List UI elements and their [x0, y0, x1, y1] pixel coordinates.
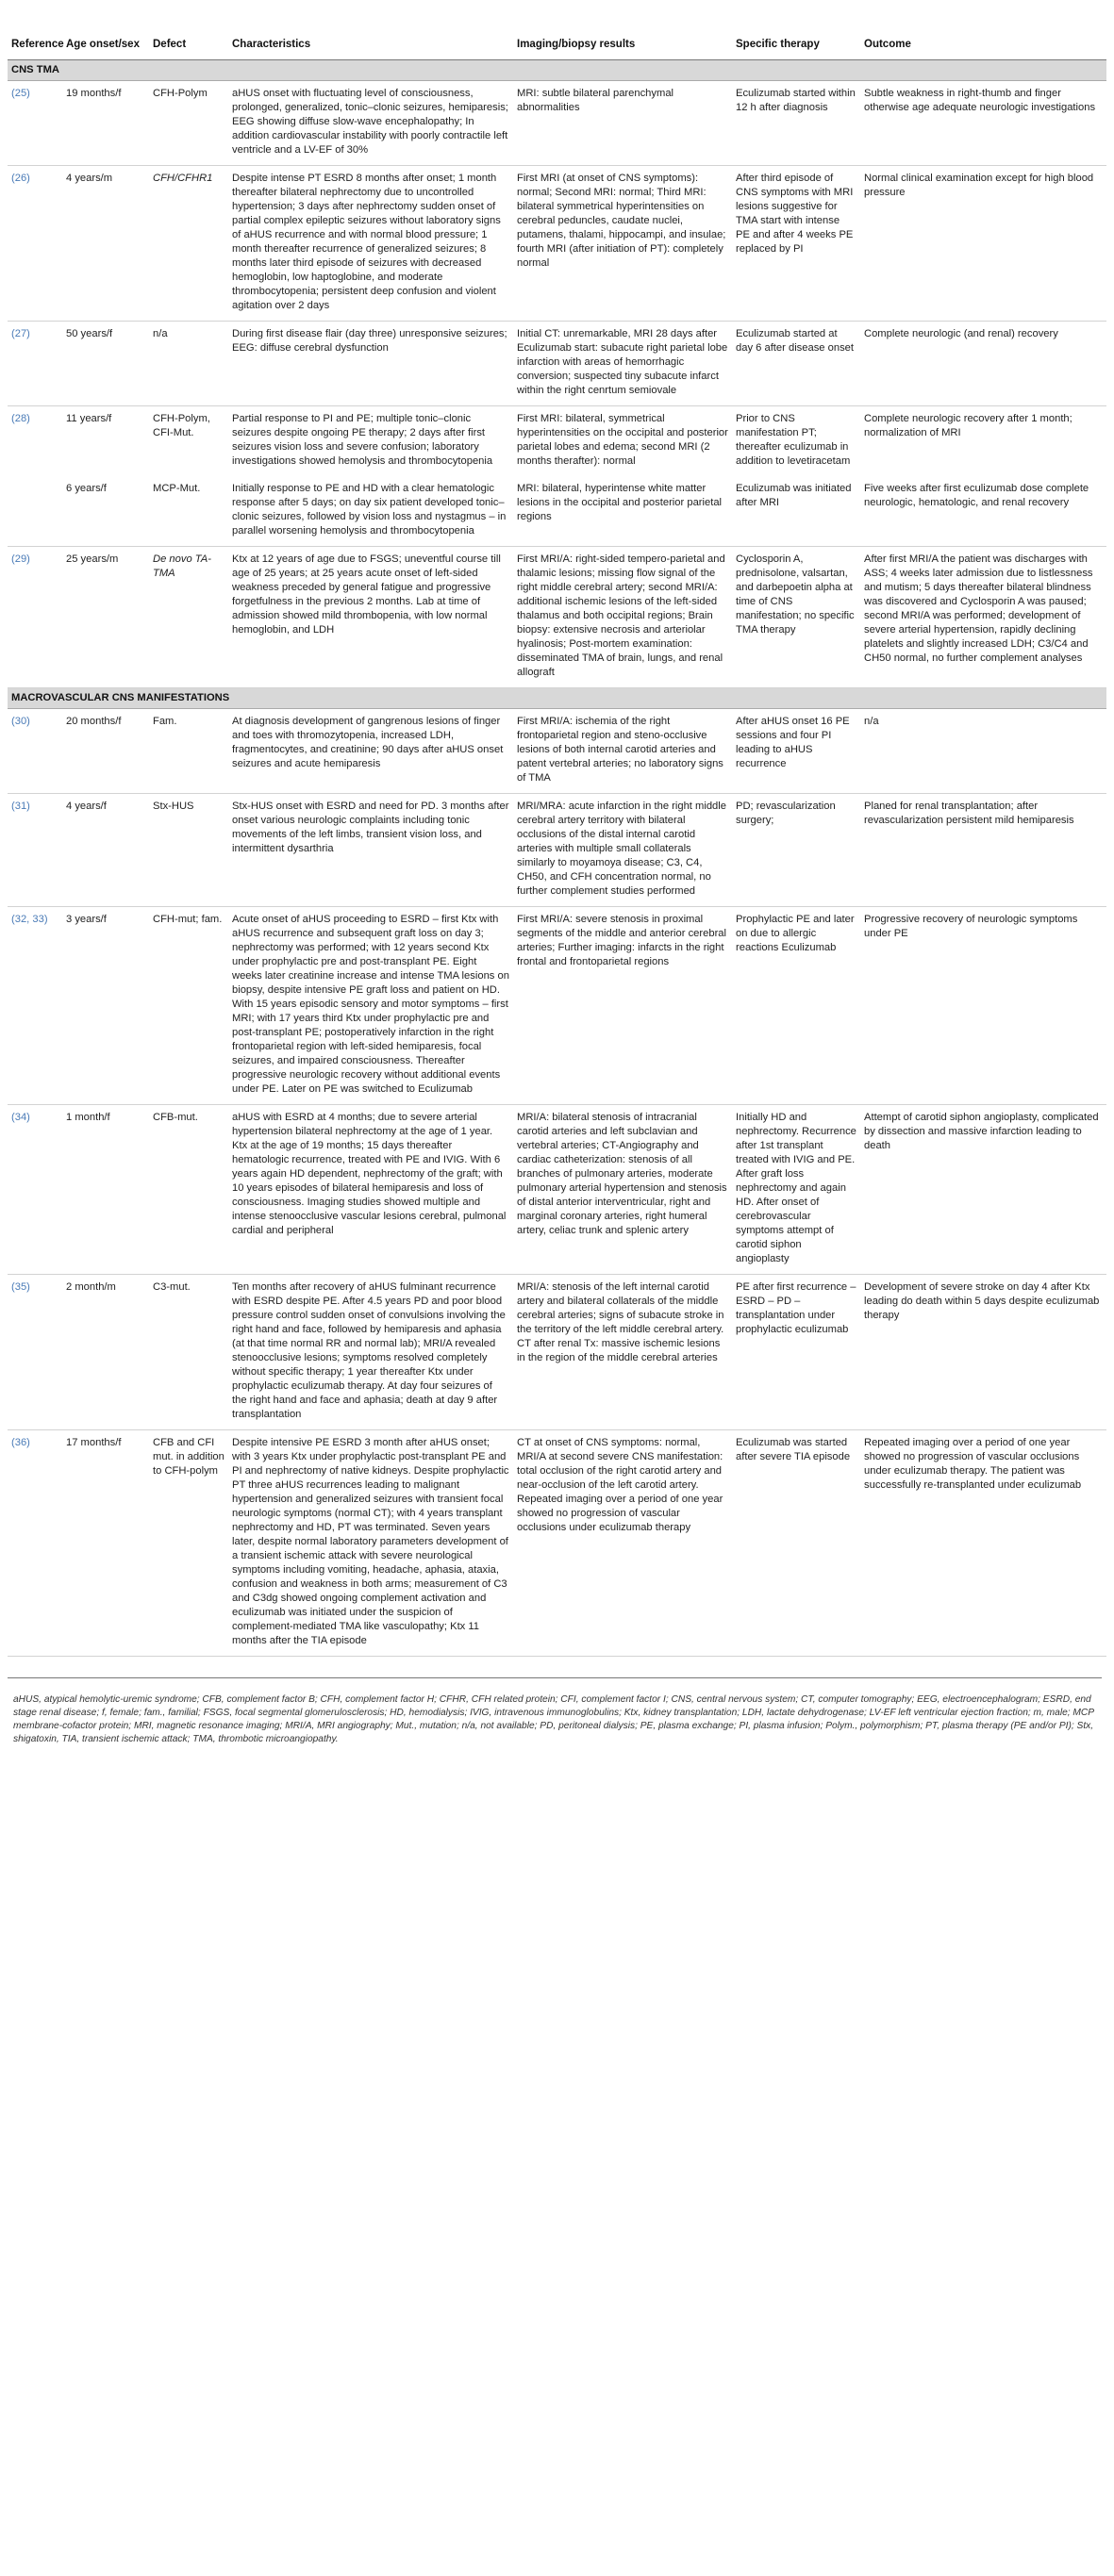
defect-cell: Fam.: [149, 709, 228, 794]
table-row: [8, 794, 1106, 907]
characteristics-cell: Ten months after recovery of aHUS fulminant recurrence with ESRD despite PE. After 4.5 years PD and poor blood pressure control sudden onset of convulsions involving the right hand and face, followed by hemiparesis and aphasia (at that time normal RR and normal lab); MRI/A revealed stenoocclusive lesions; symptoms resolved completely without specific therapy; 1 year thereafter Ktx under prophylactic eculizumab therapy. At day four seizures of the right hand and face and aphasia; death at day 9 after transplantation: [228, 1275, 513, 1430]
table-row: [8, 322, 1106, 406]
outcome-cell: Development of severe stroke on day 4 after Ktx leading do death within 5 days despite eculizumab therapy: [860, 1275, 1106, 1430]
defect-cell: MCP-Mut.: [149, 476, 228, 547]
defect-cell: CFH-Polym: [149, 81, 228, 166]
characteristics-cell: Stx-HUS onset with ESRD and need for PD. 3 months after onset various neurologic complaints including tonic movements of the left limbs, transient vision loss, and intermittent dysarthria: [228, 794, 513, 907]
imaging-cell: Initial CT: unremarkable, MRI 28 days after Eculizumab start: subacute right parietal lobe infarction with areas of hemorrhagic conversion; suspected tiny subacute infarct within the right cenrtum semiovale: [513, 322, 732, 406]
therapy-cell: Prophylactic PE and later on due to allergic reactions Eculizumab: [732, 907, 860, 1105]
imaging-cell: First MRI: bilateral, symmetrical hyperintensities on the occipital and posterior parietal lobes and edema; second MRI (2 months therafter): normal: [517, 413, 728, 467]
table-row: [8, 547, 1106, 688]
table-row: [8, 406, 1106, 477]
therapy-cell: PD; revascularization surgery;: [732, 794, 860, 907]
age-cell: 3 years/f: [62, 907, 149, 1105]
table-row: [8, 81, 1106, 166]
defect-cell: CFH-mut; fam.: [149, 907, 228, 1105]
section-row-cns: [8, 60, 1106, 81]
age-cell: 1 month/f: [62, 1105, 149, 1275]
imaging-cell: MRI: bilateral, hyperintense white matter lesions in the occipital and posterior parietal regions: [513, 476, 732, 547]
section-title: CNS TMA: [8, 60, 1106, 81]
table-row: [8, 907, 1106, 1105]
characteristics-cell: aHUS with ESRD at 4 months; due to severe arterial hypertension bilateral nephrectomy at the age of 1 year. Ktx at the age of 19 months; 15 days thereafter hematologic recurrence, treated with PE and IVIG. With 6 years again HD dependent, nephrectomy of the graft; with 10 years episodes of bilateral hemiparesis and loss of consciousness. Imaging studies showed multiple and intense stenoocclusive vascular lesions cerebral, pulmonal cardial and peripheral: [228, 1105, 513, 1275]
defect-cell: C3-mut.: [149, 1275, 228, 1430]
age-cell: 11 years/f: [66, 413, 112, 424]
defect-cell: CFH-Polym, CFI-Mut.: [153, 413, 210, 438]
therapy-cell: Cyclosporin A, prednisolone, valsartan, and darbepoetin alpha at time of CNS manifestation; no specific TMA therapy: [732, 547, 860, 688]
defect-cell: De novo TA-TMA: [149, 547, 228, 688]
imaging-cell: MRI/MRA: acute infarction in the right middle cerebral artery territory with bilateral occlusions of the distal internal carotid arteries with multiple small collaterals similarly to moyamoya disease; C3, C4, CH50, and CFH concentration normal, no further complement studies performed: [513, 794, 732, 907]
imaging-cell: First MRI/A: severe stenosis in proximal segments of the middle and anterior cerebral arteries; Further imaging: infarcts in the right frontal and frontoparietal regions: [513, 907, 732, 1105]
table-row: [8, 1430, 1106, 1657]
outcome-cell: Repeated imaging over a period of one year showed no progression of vascular occlusions under eculizumab therapy. The patient was successfully re-transplanted under eculizumab: [860, 1430, 1106, 1657]
outcome-cell: Progressive recovery of neurologic symptoms under PE: [860, 907, 1106, 1105]
table-row: [8, 1105, 1106, 1275]
defect-cell: Stx-HUS: [149, 794, 228, 907]
imaging-cell: CT at onset of CNS symptoms: normal, MRI/A at second severe CNS manifestation: total occlusion of the right carotid artery and near-occlusion of the left carotid artery. Repeated imaging over a period of one year showed no progression of vascular occlusions under eculizumab therapy: [513, 1430, 732, 1657]
header-reference: Reference: [8, 0, 62, 60]
therapy-cell: Initially HD and nephrectomy. Recurrence after 1st transplant treated with IVIG and PE. After graft loss nephrectomy and again HD. After onset of cerebrovascular symptoms attempt of carotid siphon angioplasty: [732, 1105, 860, 1275]
age-cell: 25 years/m: [62, 547, 149, 688]
age-cell: 6 years/f: [62, 476, 149, 547]
outcome-cell: After first MRI/A the patient was discharges with ASS; 4 weeks later admission due to listlessness and mutism; 5 days thereafter bilateral blindness was discovered and Cyclosporin A was paused; second MRI/A was performed; development of severe arterial hypertension, rapidly declining platelets and slightly increased LDH; C3/C4 and CH50 normal, no further complement analyses: [860, 547, 1106, 688]
imaging-cell: MRI/A: stenosis of the left internal carotid artery and bilateral collaterals of the middle cerebral arteries; signs of subacute stroke in the territory of the left middle cerebral artery. CT after renal Tx: massive ischemic lesions in the region of the middle cerebral arteries: [513, 1275, 732, 1430]
characteristics-cell: Despite intense PT ESRD 8 months after onset; 1 month thereafter bilateral nephrectomy due to uncontrolled hypertension; 3 days after nephrectomy sudden onset of partial complex epileptic seizures without laboratory signs of aHUS recurrence and with normal blood pressure; 1 month thereafter recurrence of generalized seizures; 8 months later third episode of seizures with decreased hemoglobin, low haptoglobine, and moderate thrombocytopenia; persistent deep confusion and violent agitation over 2 days: [228, 166, 513, 322]
defect-cell: CFB-mut.: [149, 1105, 228, 1275]
therapy-cell: After third episode of CNS symptoms with MRI lesions suggestive for TMA start with intense PE and after 4 weeks PE replaced by PI: [732, 166, 860, 322]
header-imaging: Imaging/biopsy results: [513, 0, 732, 60]
header-therapy: Specific therapy: [732, 0, 860, 60]
age-cell: 2 month/m: [62, 1275, 149, 1430]
characteristics-cell: aHUS onset with fluctuating level of consciousness, prolonged, generalized, tonic–clonic seizures, hemiparesis; EEG showing diffuse slow-wave encephalopathy; In addition cardiovascular instability with poorly contractile left ventricle and a LV-EF of 30%: [228, 81, 513, 166]
header-characteristics: Characteristics: [228, 0, 513, 60]
outcome-cell: Complete neurologic recovery after 1 month; normalization of MRI: [864, 413, 1072, 438]
age-cell: 19 months/f: [62, 81, 149, 166]
characteristics-cell: Initially response to PE and HD with a clear hematologic response after 5 days; on day six patient developed tonic–clonic seizures, followed by vision loss and nystagmus – in parallel worsening hemolysis and thrombocytopenia: [228, 476, 513, 547]
reference-link[interactable]: (26): [8, 166, 62, 322]
header-outcome: Outcome: [860, 0, 1106, 60]
therapy-cell: After aHUS onset 16 PE sessions and four PI leading to aHUS recurrence: [732, 709, 860, 794]
outcome-cell: Normal clinical examination except for high blood pressure: [860, 166, 1106, 322]
age-cell: 50 years/f: [62, 322, 149, 406]
table-header: [8, 0, 1106, 60]
reference-link[interactable]: (32, 33): [8, 907, 62, 1105]
imaging-cell: MRI/A: bilateral stenosis of intracranial carotid arteries and left subclavian and vertebral arteries; CT-Angiography and cardiac catheterization: stenosis of all branches of pulmonary arteries, moderate pulmonary arterial hypertension and stenosis of distal anterior interventricular, right and marginal coronary arteries, right humeral artery, celiac trunk and splenic artery: [513, 1105, 732, 1275]
reference-link[interactable]: (34): [8, 1105, 62, 1275]
characteristics-cell: Partial response to PI and PE; multiple tonic–clonic seizures despite ongoing PE therapy; 2 days after first seizures vision loss and severe confusion; laboratory investigations showed hemolysis and thrombocytopenia: [232, 413, 493, 467]
therapy-cell: PE after first recurrence – ESRD – PD – transplantation under prophylactic eculizumab: [732, 1275, 860, 1430]
therapy-cell: Eculizumab was initiated after MRI: [732, 476, 860, 547]
therapy-cell: Eculizumab started within 12 h after diagnosis: [732, 81, 860, 166]
reference-link[interactable]: (35): [8, 1275, 62, 1430]
table-footnote: aHUS, atypical hemolytic-uremic syndrome; CFB, complement factor B; CFH, complement factor H; CFHR, CFH related protein; CFI, complement factor I; CNS, central nervous system; CT, computer tomography; EEG, electroencephalogram; ESRD, end stage renal disease; f, female; fam., familial; FSGS, focal segmental glomerulosclerosis; HD, hemodialysis; IVIG, intravenous immunoglobulins; Ktx, kidney transplantation; LDH, lactate dehydrogenase; LV-EF left ventricular ejection fraction; m, male; MCP membrane-cofactor protein; MRI, magnetic resonance imaging; MRI/A, MRI angiography; Mut., mutation; n/a, not available; PD, peritoneal dialysis; PE, plasma exchange; PI, plasma infusion; Polym., polymorphism; PT, plasma therapy (PE and/or PI); Stx, shigatoxin, TIA, transient ischemic attack; TMA, thrombotic microangiopathy.: [8, 1677, 1102, 1746]
outcome-cell: n/a: [860, 709, 1106, 794]
reference-link[interactable]: [8, 476, 62, 547]
table-row: [8, 476, 1106, 547]
reference-link[interactable]: (27): [8, 322, 62, 406]
age-cell: 20 months/f: [62, 709, 149, 794]
reference-link[interactable]: (28): [11, 413, 30, 424]
characteristics-cell: Acute onset of aHUS proceeding to ESRD – first Ktx with aHUS recurrence and subsequent graft loss on day 3; nephrectomy was performed; with 12 years second Ktx under prophylactic pre and post-transplant PE. Eight weeks later creatinine increase and intense TMA lesions on biopsy, despite intensive PE graft loss and patient on HD. With 15 years episodic sensory and motor symptoms – first MRI; with 17 years third Ktx under prophylactic pre and post-transplant PE; postoperatively infarction in the right frontoparietal region with left-sided hemiparesis, focal seizures, and impaired consciousness. Thereafter progressive neurologic recovery without additional events under PE. Later on PE was switched to Eculizumab: [228, 907, 513, 1105]
section-title: MACROVASCULAR CNS MANIFESTATIONS: [8, 688, 1106, 709]
header-defect: Defect: [149, 0, 228, 60]
imaging-cell: MRI: subtle bilateral parenchymal abnormalities: [513, 81, 732, 166]
header-age: Age onset/sex: [62, 0, 149, 60]
characteristics-cell: Ktx at 12 years of age due to FSGS; uneventful course till age of 25 years; at 25 years acute onset of left-sided weakness preceded by general fatigue and progressive forgetfulness in the previous 2 months. Lab at time of admission showed mild thrombopenia, with low normal hemoglobin, and LDH: [228, 547, 513, 688]
clinical-table: [8, 0, 1106, 1657]
imaging-cell: First MRI/A: ischemia of the right frontoparietal region and steno-occlusive lesions of both internal carotid arteries and patent vertebral arteries; no laboratory signs of TMA: [513, 709, 732, 794]
reference-link[interactable]: (29): [8, 547, 62, 688]
age-cell: 4 years/m: [62, 166, 149, 322]
reference-link[interactable]: (30): [8, 709, 62, 794]
table-row: [8, 709, 1106, 794]
therapy-cell: Eculizumab was started after severe TIA episode: [732, 1430, 860, 1657]
defect-cell: CFH/CFHR1: [149, 166, 228, 322]
imaging-cell: First MRI (at onset of CNS symptoms): normal; Second MRI: normal; Third MRI: bilateral symmetrical hyperintensities on cerebral peduncles, caudate nuclei, putamens, thalami, hippocampi, and insulae; fourth MRI (after initiation of PT): completely normal: [513, 166, 732, 322]
characteristics-cell: Despite intensive PE ESRD 3 month after aHUS onset; with 3 years Ktx under prophylactic post-transplant PE and PI and nephrectomy of native kidneys. Despite prophylactic PT three aHUS recurrences leading to malignant hypertension and generalized seizures with transient focal neurologic symptoms (normal CT); with 4 years transplant nephrectomy and HD, PT was terminated. Seven years later, despite normal laboratory parameters development of a transient ischemic attack with severe neurological symptoms including vomiting, headache, aphasia, ataxia, confusion and weakness in both arms; measurement of C3 and C3dg showed ongoing complement activation and eculizumab was initiated under the suspicion of complement-mediated TMA like vasculopathy; Ktx 11 months after the TIA episode: [228, 1430, 513, 1657]
outcome-cell: Five weeks after first eculizumab dose complete neurologic, hematologic, and renal recovery: [860, 476, 1106, 547]
age-cell: 4 years/f: [62, 794, 149, 907]
reference-link[interactable]: (36): [8, 1430, 62, 1657]
reference-link[interactable]: (25): [8, 81, 62, 166]
age-cell: 17 months/f: [62, 1430, 149, 1657]
outcome-cell: Subtle weakness in right-thumb and finger otherwise age adequate neurologic investigations: [860, 81, 1106, 166]
reference-link[interactable]: (31): [8, 794, 62, 907]
imaging-cell: First MRI/A: right-sided tempero-parietal and thalamic lesions; missing flow signal of the right middle cerebral artery; second MRI/A: additional ischemic lesions of the left-sided thalamus and both occipital regions; Brain biopsy: extensive necrosis and arteriolar hyalinosis; Post-mortem examination: disseminated TMA of brain, lungs, and renal allograft: [513, 547, 732, 688]
therapy-cell: Eculizumab started at day 6 after disease onset: [732, 322, 860, 406]
characteristics-cell: During first disease flair (day three) unresponsive seizures; EEG: diffuse cerebral dysfunction: [228, 322, 513, 406]
table-row: [8, 166, 1106, 322]
characteristics-cell: At diagnosis development of gangrenous lesions of finger and toes with thromozytopenia, increased LDH, fragmentocytes, and creatinine; 90 days after aHUS onset seizures and acute hemiparesis: [228, 709, 513, 794]
table-body: [8, 60, 1106, 1657]
defect-cell: CFB and CFI mut. in addition to CFH-polym: [149, 1430, 228, 1657]
outcome-cell: Planed for renal transplantation; after revascularization persistent mild hemiparesis: [860, 794, 1106, 907]
outcome-cell: Attempt of carotid siphon angioplasty, complicated by dissection and massive infarction leading to death: [860, 1105, 1106, 1275]
therapy-cell: Prior to CNS manifestation PT; thereafter eculizumab in addition to levetiracetam: [736, 413, 851, 467]
section-row-macro: [8, 688, 1106, 709]
table-row: [8, 1275, 1106, 1430]
defect-cell: n/a: [149, 322, 228, 406]
outcome-cell: Complete neurologic (and renal) recovery: [860, 322, 1106, 406]
